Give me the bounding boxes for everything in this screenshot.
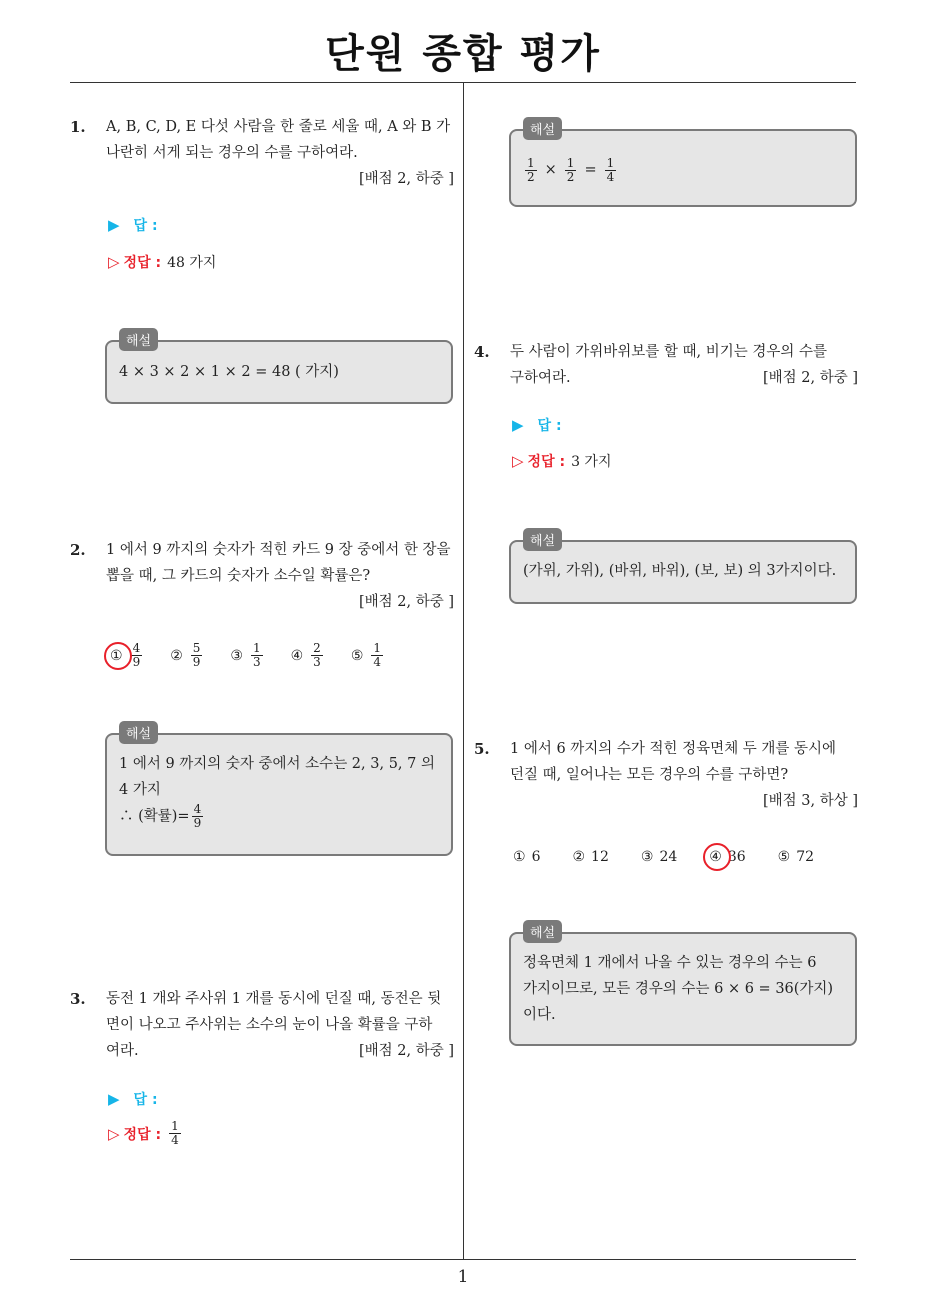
q2-line2: 뽑을 때, 그 카드의 숫자가 소수일 확률은?	[106, 568, 371, 584]
q5-explanation-tag: 해설	[523, 920, 562, 943]
q5-choice-3[interactable]: ③ 24	[640, 849, 678, 865]
q4-line2: 구하여라.	[510, 370, 571, 386]
q1-line1: A, B, C, D, E 다섯 사람을 한 줄로 세울 때, A 와 B 가	[106, 119, 451, 135]
selected-circle-icon	[104, 642, 132, 670]
q2-explanation-box	[105, 733, 453, 856]
play-icon: ▶	[512, 416, 524, 434]
q5-text	[510, 736, 858, 814]
q1-answer-row[interactable]	[108, 215, 158, 235]
q4-correct-label: 정답 :	[527, 454, 566, 470]
q5-exp-line2: 가지이므로, 모든 경우의 수는 6 × 6 = 36(가지)	[523, 981, 834, 997]
bottom-rule	[70, 1259, 856, 1260]
q2-line1: 1 에서 9 까지의 숫자가 적힌 카드 9 장 중에서 한 장을	[106, 542, 451, 558]
q2-exp-line3: ∴ (확률)= $\frac{4}{9}$	[119, 802, 202, 830]
q2-choice-3[interactable]: ③ $\frac{1}{3}$	[230, 641, 261, 669]
q3-explanation-tag: 해설	[523, 117, 562, 140]
q4-answer-label: 답 :	[537, 418, 562, 434]
q3-explanation-box: $\frac{1}{2}$ × $\frac{1}{2}$ = $\frac{1}{4}$	[509, 129, 857, 207]
q3-number: 3.	[70, 990, 86, 1008]
page-title: 단원 종합 평가	[325, 31, 601, 77]
selected-circle-icon	[703, 843, 731, 871]
q2-points: [배점 2, 하중 ]	[358, 594, 454, 610]
q5-line2: 던질 때, 일어나는 모든 경우의 수를 구하면?	[510, 767, 789, 783]
q3-answer-label: 답 :	[133, 1092, 158, 1108]
q1-points: [배점 2, 하중 ]	[358, 171, 454, 187]
q1-correct-value: 48 가지	[167, 255, 217, 271]
q3-line1: 동전 1 개와 주사위 1 개를 동시에 던질 때, 동전은 뒷	[106, 991, 442, 1007]
q2-text	[106, 537, 454, 615]
q5-choice-5[interactable]: ⑤ 72	[777, 849, 815, 865]
q4-explanation-tag: 해설	[523, 528, 562, 551]
q2-explanation-tag: 해설	[119, 721, 158, 744]
triangle-outline-icon: ▷	[512, 452, 524, 470]
q5-line1: 1 에서 6 까지의 수가 적힌 정육면체 두 개를 동시에	[510, 741, 837, 757]
q4-explanation-box	[509, 540, 857, 604]
q1-answer-label: 답 :	[133, 218, 158, 234]
play-icon: ▶	[108, 216, 120, 234]
q2-choice-2[interactable]: ② $\frac{5}{9}$	[170, 641, 201, 669]
q2-exp-line1: 1 에서 9 까지의 숫자 중에서 소수는 2, 3, 5, 7 의	[119, 756, 435, 772]
q5-number: 5.	[474, 740, 490, 758]
q5-explanation-box	[509, 932, 857, 1046]
q4-points: [배점 2, 하중 ]	[762, 370, 858, 386]
q5-exp-line3: 이다.	[523, 1007, 556, 1023]
q2-choice-1[interactable]: ① $\frac{4}{9}$	[110, 642, 144, 669]
q1-explanation-tag: 해설	[119, 328, 158, 351]
q1-explanation-box	[105, 340, 453, 404]
q2-choices	[110, 642, 411, 669]
q3-line3: 여라.	[106, 1043, 139, 1059]
page-number: 1	[457, 1267, 469, 1287]
q4-correct-row	[512, 451, 611, 471]
q5-exp-line1: 정육면체 1 개에서 나올 수 있는 경우의 수는 6	[523, 955, 817, 971]
q3-text	[106, 986, 454, 1064]
q1-explanation-text: 4 × 3 × 2 × 1 × 2 = 48 ( 가지)	[119, 364, 339, 380]
q1-text	[106, 114, 454, 192]
triangle-outline-icon: ▷	[108, 253, 120, 271]
q5-points: [배점 3, 하상 ]	[762, 793, 858, 809]
q1-correct-row	[108, 252, 216, 272]
q5-choice-4[interactable]: ④ 36	[709, 849, 745, 865]
q4-line1: 두 사람이 가위바위보를 할 때, 비기는 경우의 수를	[510, 344, 828, 360]
q3-answer-row[interactable]	[108, 1089, 158, 1109]
q1-line2: 나란히 서게 되는 경우의 수를 구하여라.	[106, 145, 358, 161]
q4-text	[510, 339, 858, 391]
q1-number: 1.	[70, 118, 86, 136]
column-divider	[463, 82, 464, 1260]
q4-number: 4.	[474, 343, 490, 361]
q3-correct-label: 정답 :	[123, 1126, 162, 1143]
q2-choice-5[interactable]: ⑤ $\frac{1}{4}$	[350, 641, 382, 669]
triangle-outline-icon: ▷	[108, 1124, 120, 1143]
q4-explanation-text: (가위, 가위), (바위, 바위), (보, 보) 의 3가지이다.	[523, 563, 837, 579]
q2-exp-line2: 4 가지	[119, 782, 161, 798]
q3-correct-value: $\frac{1}{4}$	[171, 1119, 179, 1147]
q4-correct-value: 3 가지	[571, 454, 612, 470]
q3-line2: 면이 나오고 주사위는 소수의 눈이 나올 확률을 구하	[106, 1017, 433, 1033]
q5-choice-2[interactable]: ② 12	[572, 849, 609, 865]
q1-correct-label: 정답 :	[123, 255, 162, 271]
q5-choice-1[interactable]: ① 6	[513, 849, 541, 865]
q2-choice-4[interactable]: ④ $\frac{2}{3}$	[290, 641, 321, 669]
q5-choices	[513, 849, 840, 865]
q3-points: [배점 2, 하중 ]	[358, 1043, 454, 1059]
q3-correct-row	[108, 1120, 183, 1147]
play-icon: ▶	[108, 1090, 120, 1108]
q2-number: 2.	[70, 541, 86, 559]
q4-answer-row[interactable]	[512, 415, 562, 435]
